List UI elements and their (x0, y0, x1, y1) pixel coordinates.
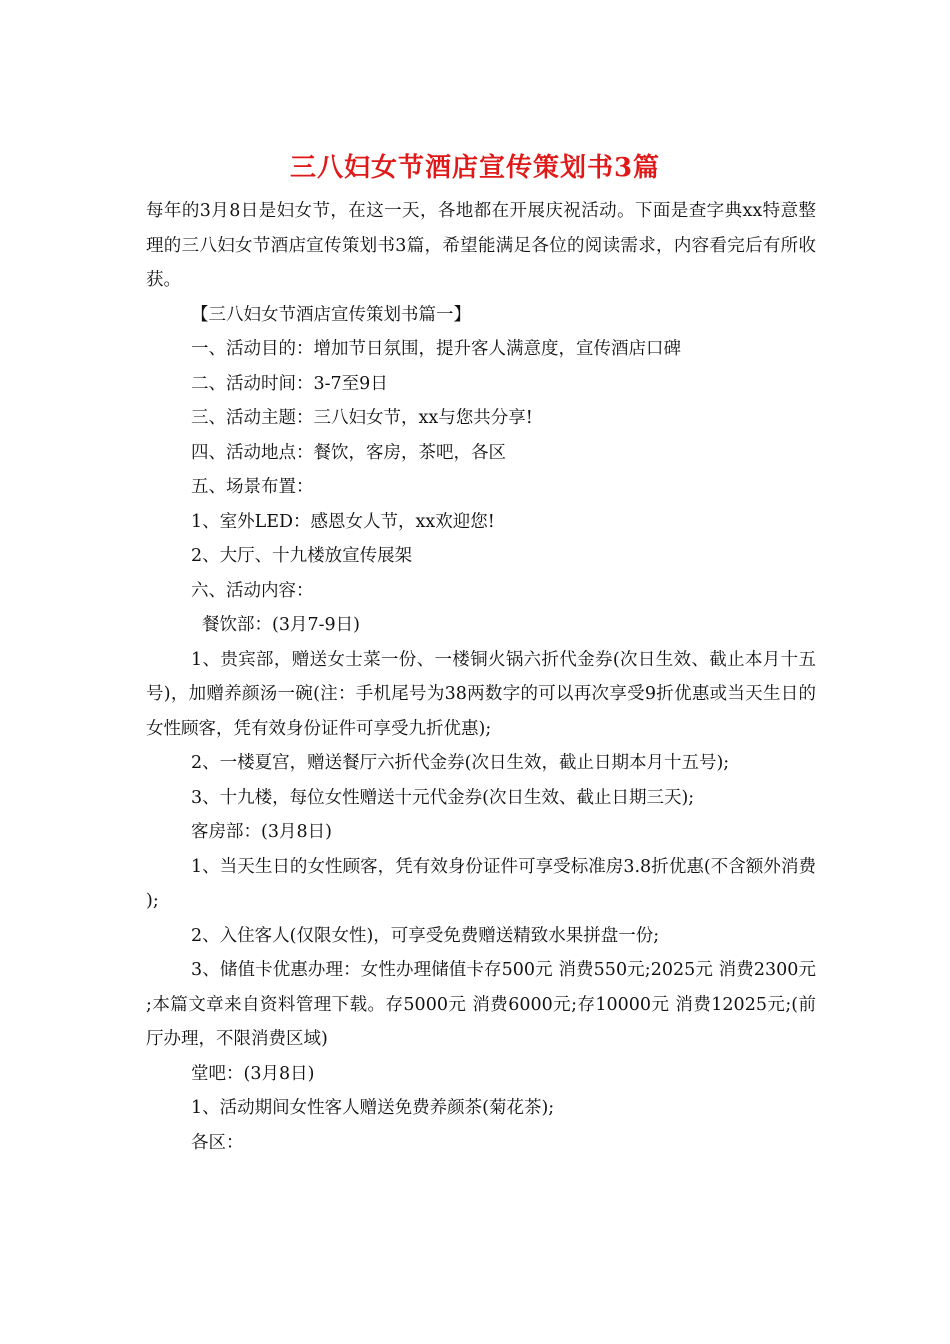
document-body (146, 194, 816, 1160)
paragraph: 3、十九楼，每位女性赠送十元代金券(次日生效、截止日期三天); (191, 787, 695, 808)
paragraph: 四、活动地点：餐饮，客房，茶吧，各区 (191, 442, 506, 463)
paragraph: 3、储值卡优惠办理：女性办理储值卡存500元 消费550元;2025元 消费2300元;本篇文章来自资料管理下载。存5000元 消费6000元;存10000元 消费12025元;(前厅办理，不限消费区域) (146, 960, 816, 1049)
paragraph: 1、室外LED：感恩女人节，xx欢迎您! (191, 511, 495, 532)
paragraph: 客房部：(3月8日) (191, 822, 332, 842)
paragraph: 堂吧：(3月8日) (191, 1063, 315, 1084)
paragraph: 1、当天生日的女性顾客，凭有效身份证件可享受标准房3.8折优惠(不含额外消费); (146, 856, 816, 911)
section-heading: 【三八妇女节酒店宣传策划书篇一】 (191, 304, 471, 325)
intro-paragraph: 每年的3月8日是妇女节，在这一天，各地都在开展庆祝活动。下面是查字典xx特意整理的三八妇女节酒店宣传策划书3篇，希望能满足各位的阅读需求，内容看完后有所收获。 (146, 201, 816, 290)
paragraph: 三、活动主题：三八妇女节，xx与您共分享! (191, 408, 533, 428)
document-title: 三八妇女节酒店宣传策划书3篇 (289, 153, 661, 183)
paragraph: 各区： (191, 1132, 244, 1153)
paragraph: 2、大厅、十九楼放宣传展架 (191, 546, 413, 566)
paragraph: 六、活动内容： (191, 580, 314, 601)
paragraph: 一、活动目的：增加节日氛围，提升客人满意度，宣传酒店口碑 (191, 339, 681, 359)
paragraph: 五、场景布置： (191, 477, 314, 497)
paragraph: 2、一楼夏宫，赠送餐厅六折代金券(次日生效，截止日期本月十五号); (191, 753, 730, 773)
paragraph: 二、活动时间：3-7至9日 (191, 373, 388, 394)
paragraph: 1、贵宾部，赠送女士菜一份、一楼铜火锅六折代金券(次日生效、截止本月十五号)，加赠养颜汤一碗(注：手机尾号为38两数字的可以再次享受9折优惠或当天生日的女性顾客，凭有效身份证件可享受九折优惠); (146, 649, 816, 739)
paragraph: 餐饮部：(3月7-9日) (202, 615, 360, 635)
paragraph: 2、入住客人(仅限女性)，可享受免费赠送精致水果拼盘一份; (191, 925, 660, 946)
paragraph: 1、活动期间女性客人赠送免费养颜茶(菊花茶); (191, 1098, 555, 1118)
